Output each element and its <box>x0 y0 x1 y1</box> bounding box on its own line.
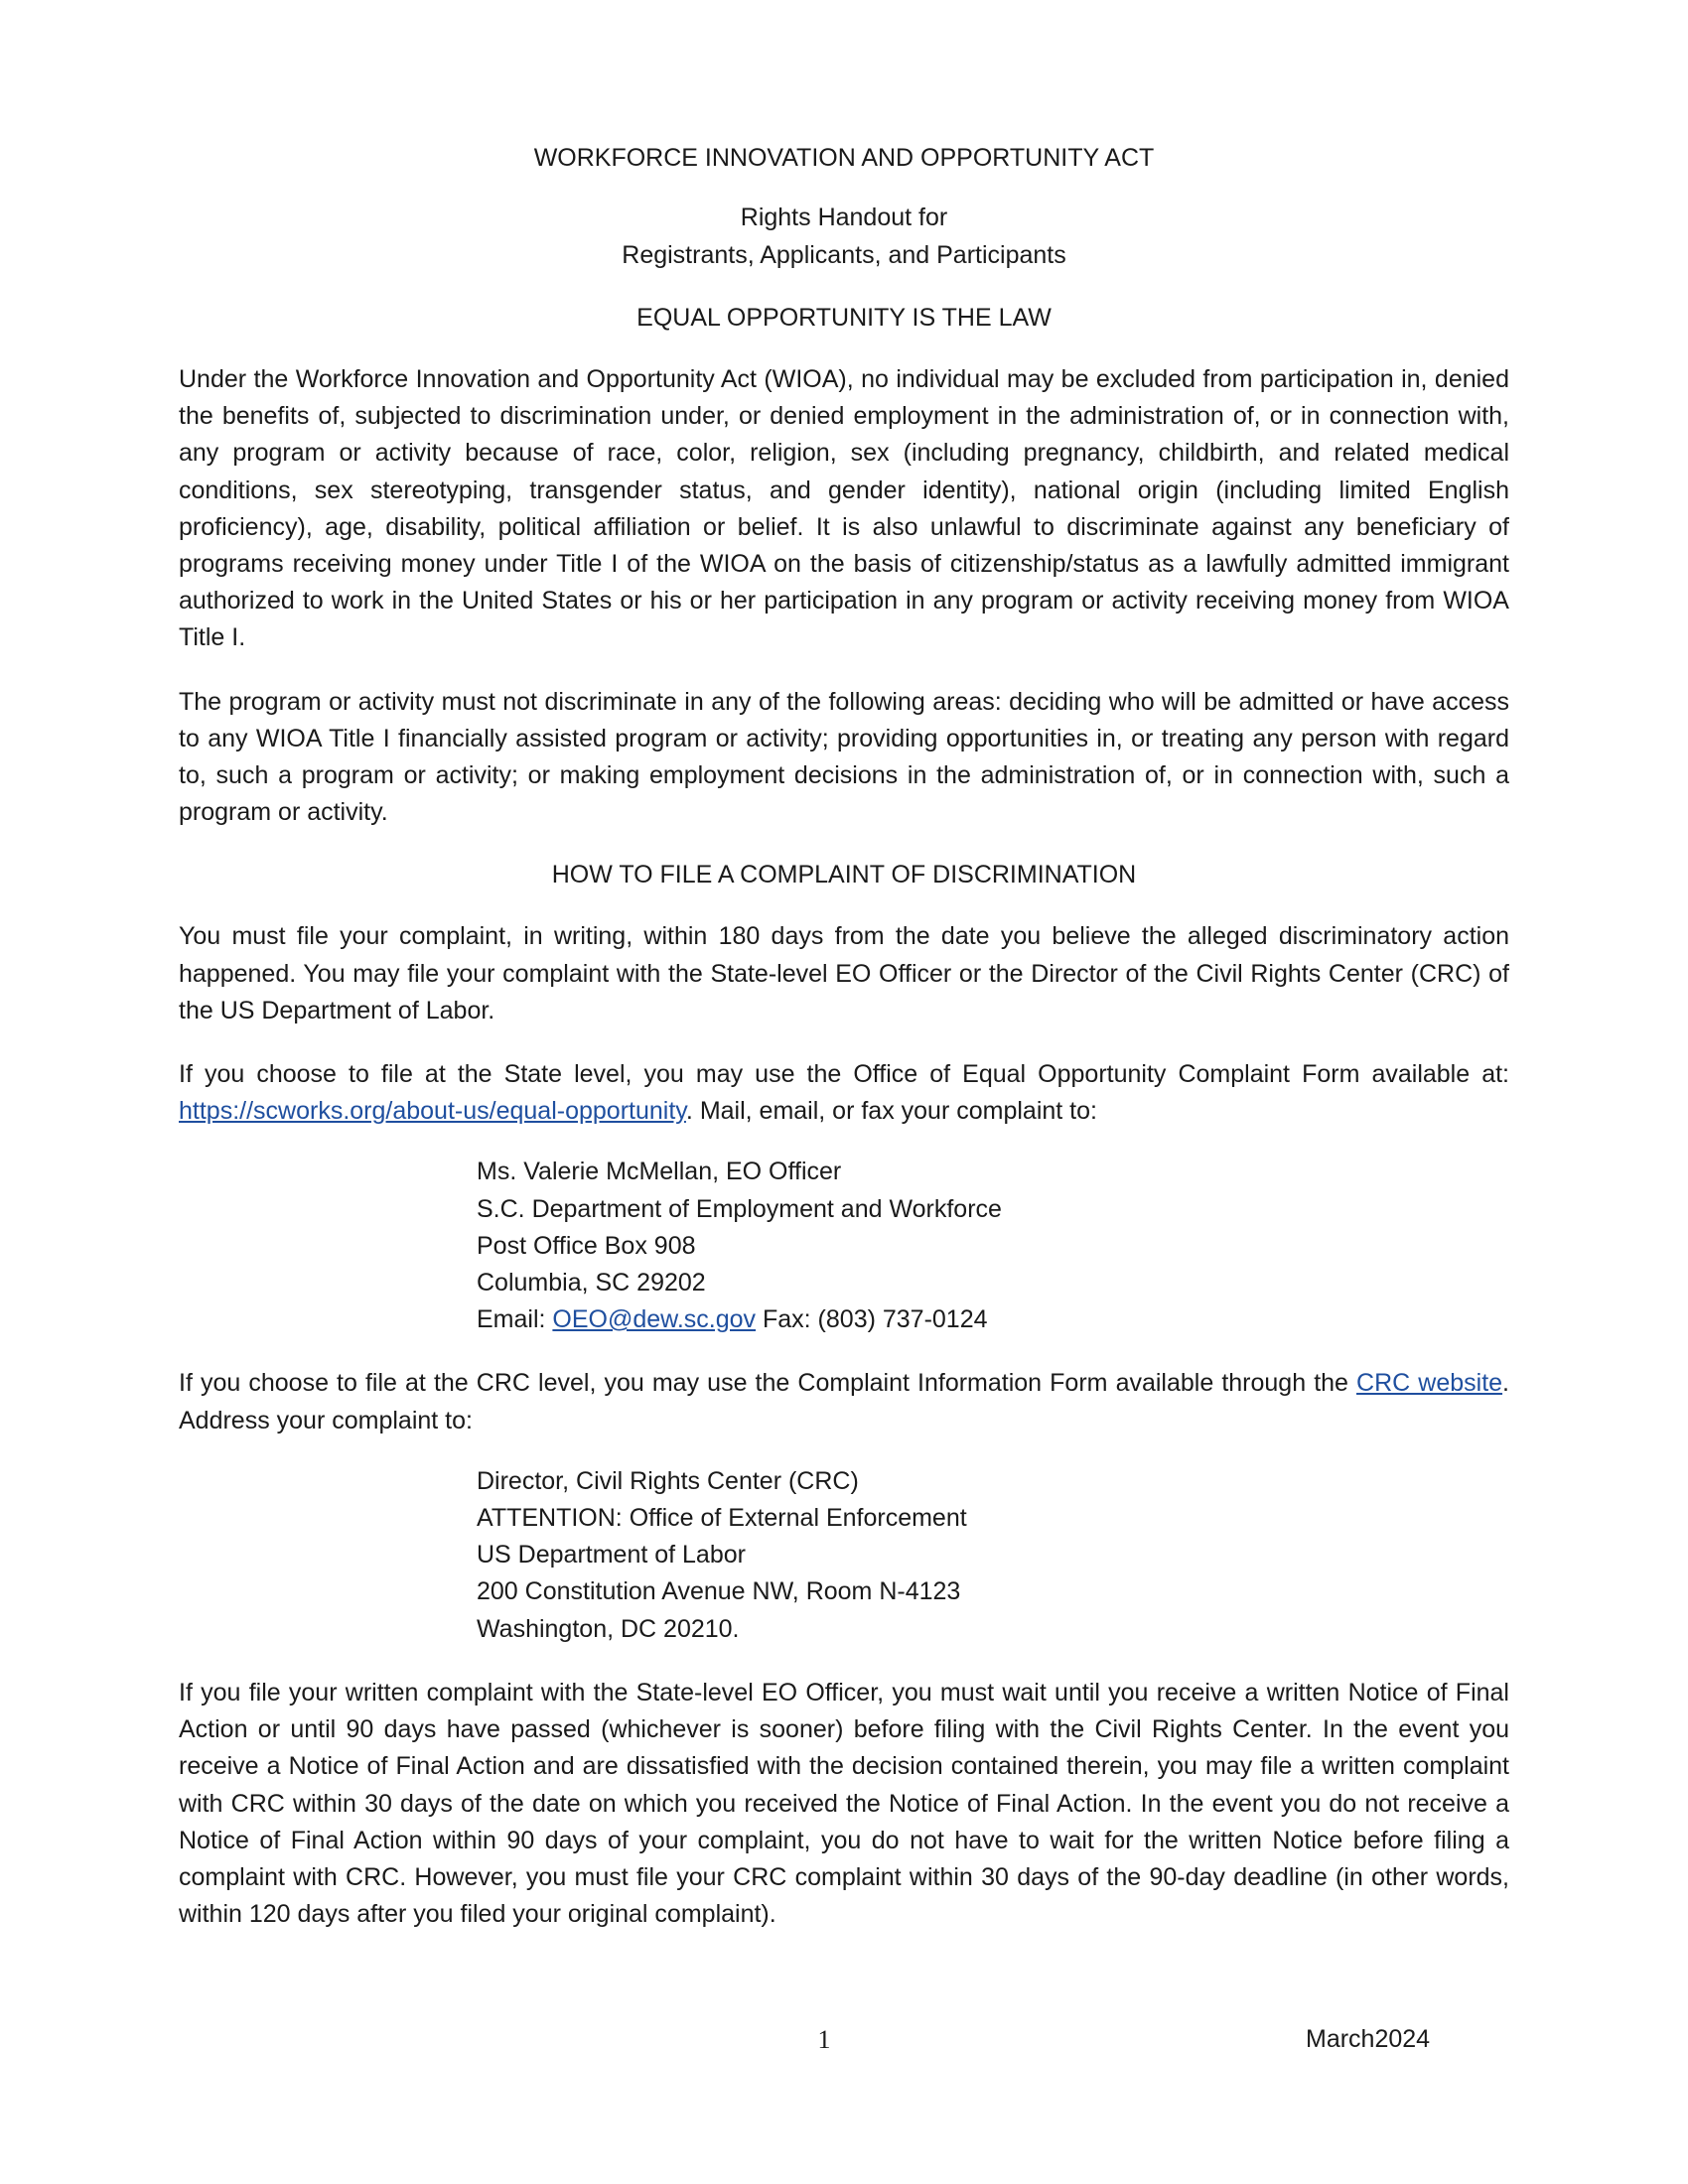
contact-line <box>477 1301 1509 1338</box>
address-line: US Department of Labor <box>477 1541 746 1570</box>
paragraph-nondiscrimination: Under the Workforce Innovation and Opportunity Act (WIOA), no individual may be excluded from participation in, denied the benefits of, subjected to discrimination under, or denied employment in the administration of, or in connection with, any program or activity because of race, color, religion, sex (including pregnancy, childbirth, and related medical conditions, sex stereotyping, transgender status, and gender identity), national origin (including limited English proficiency), age, disability, political affiliation or belief. It is also unlawful to discriminate against any beneficiary of programs receiving money under Title I of the WIOA on the basis of citizenship/status as a lawfully admitted immigrant authorized to work in the United States or his or her participation in any program or activity receiving money from WIOA Title I. <box>179 365 1509 652</box>
state-level-text-after: . Mail, email, or fax your complaint to: <box>685 1097 1097 1126</box>
eo-heading: EQUAL OPPORTUNITY IS THE LAW <box>636 304 1052 332</box>
address-line: Post Office Box 908 <box>477 1231 696 1260</box>
email-label: Email: <box>477 1305 553 1334</box>
equal-opportunity-link[interactable]: https://scworks.org/about-us/equal-opportunity <box>179 1097 686 1126</box>
page-number: 1 <box>817 2025 831 2054</box>
address-line: Columbia, SC 29202 <box>477 1269 706 1297</box>
address-line: Washington, DC 20210. <box>477 1614 740 1643</box>
state-eo-address <box>477 1154 1509 1338</box>
revision-date: March2024 <box>1306 2025 1431 2053</box>
complaint-heading: HOW TO FILE A COMPLAINT OF DISCRIMINATION <box>551 861 1137 889</box>
document-page <box>179 139 1509 1933</box>
paragraph-filing-deadline: You must file your complaint, in writing, within 180 days from the date you believe the alleged discriminatory action happened. You may file your complaint with the State-level EO Officer or the Director of the Civil Rights Center (CRC) of the US Department of Labor. <box>179 922 1509 1024</box>
paragraph-crc-level <box>179 1365 1509 1438</box>
address-line: S.C. Department of Employment and Workforce <box>477 1194 1002 1223</box>
crc-website-link[interactable]: CRC website <box>1356 1369 1503 1398</box>
paragraph-areas: The program or activity must not discriminate in any of the following areas: deciding who will be admitted or have access to any WIOA Title I financially assisted program or activity; providing opportunities in, or treating any person with regard to, such a program or activity; or making employment decisions in the administration of, or in connection with, such a program or activity. <box>179 687 1509 827</box>
address-line: 200 Constitution Avenue NW, Room N-4123 <box>477 1577 961 1606</box>
paragraph-state-level <box>179 1056 1509 1130</box>
fax-number: Fax: (803) 737-0124 <box>756 1305 988 1334</box>
address-line: Director, Civil Rights Center (CRC) <box>477 1466 859 1495</box>
subtitle-line2: Registrants, Applicants, and Participants <box>622 241 1066 269</box>
state-level-text: If you choose to file at the State level, you may use the Office of Equal Opportunity Complaint Form available at: <box>179 1060 1509 1089</box>
address-line: Ms. Valerie McMellan, EO Officer <box>477 1158 842 1186</box>
crc-level-text: If you choose to file at the CRC level, you may use the Complaint Information Form available through the <box>179 1369 1357 1398</box>
act-title: WORKFORCE INNOVATION AND OPPORTUNITY ACT <box>533 144 1155 172</box>
subtitle-line1: Rights Handout for <box>740 204 948 231</box>
crc-address <box>477 1463 1509 1648</box>
crc-level-text-after: . Address your complaint to: <box>179 1369 1509 1434</box>
email-link[interactable]: OEO@dew.sc.gov <box>552 1305 757 1334</box>
subtitle <box>179 199 1509 274</box>
paragraph-notice-of-final-action: If you file your written complaint with the State-level EO Officer, you must wait until you receive a written Notice of Final Action or until 90 days have passed (whichever is sooner) before filing with the Civil Rights Center. In the event you receive a Notice of Final Action and are dissatisfied with the decision contained therein, you may file a written complaint with CRC within 30 days of the date on which you received the Notice of Final Action. In the event you do not receive a Notice of Final Action within 90 days of your complaint, you do not have to wait for the written Notice before filing a complaint with CRC. However, you must file your CRC complaint within 30 days of the 90-day deadline (in other words, within 120 days after you filed your original complaint). <box>179 1678 1509 1929</box>
address-line: ATTENTION: Office of External Enforcement <box>477 1504 967 1533</box>
